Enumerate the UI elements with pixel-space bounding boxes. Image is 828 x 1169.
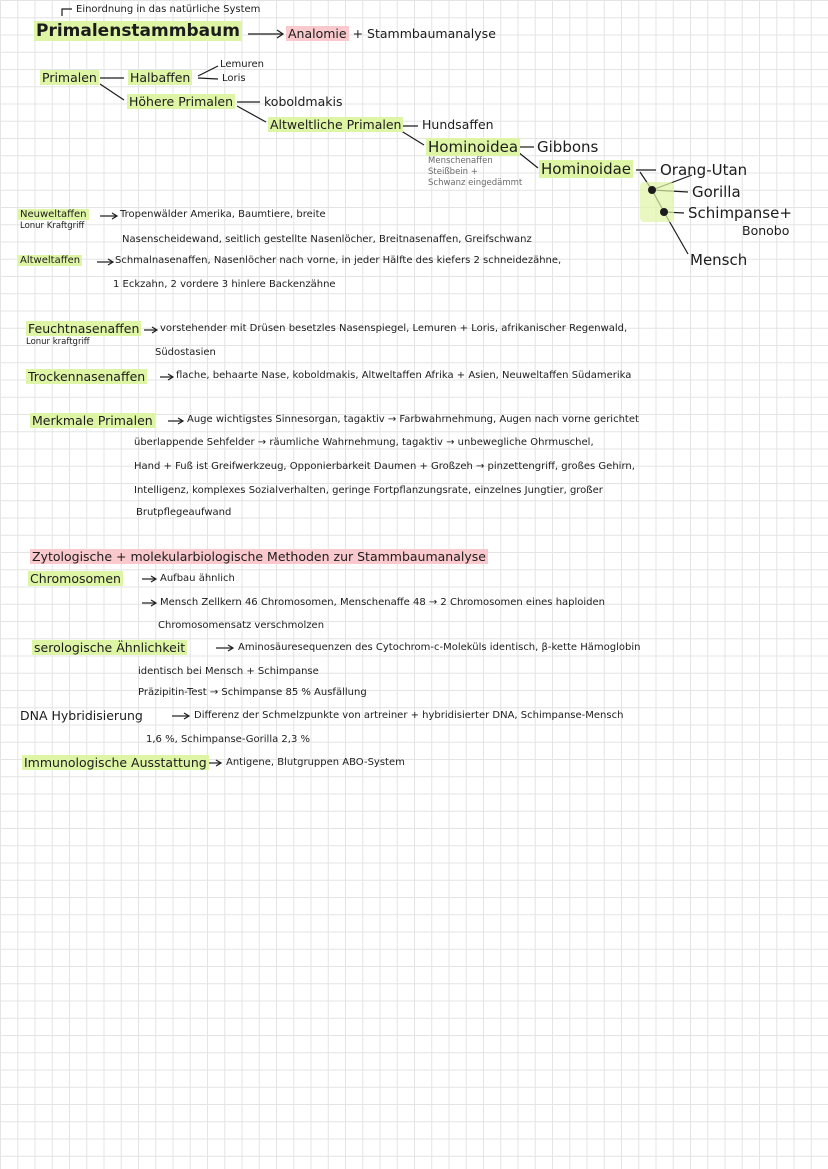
neuwelt-label xyxy=(18,209,89,221)
tree-hominoidea-text: Hominoidea xyxy=(428,138,519,156)
sero-label xyxy=(32,641,187,655)
dna-line-2: 1,6 %, Schimpanse-Gorilla 2,3 % xyxy=(146,734,310,745)
chromosomen-line-1: Aufbau ähnlich xyxy=(160,573,235,584)
merkmale-label xyxy=(30,414,155,428)
tree-hominoidae-text: Hominoidae xyxy=(541,160,632,178)
merkmale-arrowhead xyxy=(178,418,183,424)
tree-gibbons: Gibbons xyxy=(537,138,599,156)
merkmale-line-1: Auge wichtigstes Sinnesorgan, tagaktiv → Farbwahrnehmung, Augen nach vorne gerichtet xyxy=(187,414,639,425)
method-label xyxy=(286,27,496,41)
tree-bonobo: Bonobo xyxy=(742,223,790,238)
altwelt-label xyxy=(18,255,82,267)
trocken-line-1: flache, behaarte Nase, koboldmakis, Altweltaffen Afrika + Asien, Neuweltaffen Südamerika xyxy=(176,370,632,381)
page-title xyxy=(34,22,242,42)
immun-line-1: Antigene, Blutgruppen ABO-System xyxy=(226,757,405,768)
sero-arrowhead xyxy=(228,645,233,651)
trocken-arrowhead xyxy=(168,374,173,380)
tree-note-steissbein: Steißbein + xyxy=(428,167,478,177)
feucht-arrowhead xyxy=(152,327,157,333)
feucht-label-text: Feuchtnasenaffen xyxy=(28,321,140,336)
sero-label-text: serologische Ähnlichkeit xyxy=(34,640,186,655)
dna-label: DNA Hybridisierung xyxy=(20,708,143,723)
merkmale-line-4: Intelligenz, komplexes Sozialverhalten, geringe Fortpflanzungsrate, einzelnes Jungtier, großer xyxy=(134,485,603,496)
line-hominoidea-hominoidae xyxy=(518,152,538,168)
trocken-label xyxy=(26,370,147,384)
feucht-line-2: Südostasien xyxy=(155,347,216,358)
dna-arrowhead xyxy=(184,713,189,719)
line-halbaffen-loris xyxy=(198,78,218,79)
tree-primaten xyxy=(40,71,99,85)
tree-hominoidae xyxy=(539,161,633,178)
feucht-line-1: vorstehender mit Drüsen besetzles Nasenspiegel, Lemuren + Loris, afrikanischer Regenwald, xyxy=(160,323,628,334)
tree-node-dot xyxy=(648,186,656,194)
tree-schimpanse: Schimpanse+ xyxy=(688,204,792,222)
tree-halbaffen xyxy=(128,71,192,85)
title-arrowhead xyxy=(277,30,283,38)
tree-halbaffen-text: Halbaffen xyxy=(130,70,191,85)
tree-hundsaffen: Hundsaffen xyxy=(422,117,494,132)
methoden-heading-text: Zytologische + molekularbiologische Methoden zur Stammbaumanalyse xyxy=(32,549,486,564)
neuwelt-line-1: Tropenwälder Amerika, Baumtiere, breite xyxy=(120,209,326,220)
altwelt-label-text: Altweltaffen xyxy=(20,255,81,266)
tree-altweltliche-text: Altweltliche Primalen xyxy=(270,117,402,132)
neuwelt-label-text: Neuweltaffen xyxy=(20,209,87,220)
merkmale-line-3: Hand + Fuß ist Greifwerkzeug, Opponierbarkeit Daumen + Großzeh → pinzettengriff, großes Gehirn, xyxy=(134,461,635,472)
chromosomen-label-text: Chromosomen xyxy=(30,571,121,586)
line-hoehere-altweltliche xyxy=(237,106,266,122)
immun-label-text: Immunologische Ausstattung xyxy=(24,755,207,770)
tree-hoehere-text: Höhere Primalen xyxy=(129,94,234,109)
tree-lemuren: Lemuren xyxy=(220,59,265,70)
sero-line-1: Aminosäuresequenzen des Cytochrom-c-Moleküls identisch, β-kette Hämoglobin xyxy=(238,642,641,653)
altwelt-line-2: 1 Eckzahn, 2 vordere 3 hinlere Backenzähne xyxy=(113,279,336,290)
sero-line-2: identisch bei Mensch + Schimpanse xyxy=(138,666,319,677)
tree-orang: Orang-Utan xyxy=(660,161,748,179)
immun-label xyxy=(22,756,209,770)
header-note: Einordnung in das natürliche System xyxy=(76,4,261,15)
trocken-label-text: Trockennasenaffen xyxy=(28,369,146,384)
immun-arrowhead xyxy=(216,760,221,766)
neuwelt-line-2: Nasenscheidewand, seitlich gestellte Nasenlöcher, Breitnasenaffen, Greifschwanz xyxy=(122,234,532,245)
neuwelt-sub: Lonur Kraftgriff xyxy=(20,221,85,231)
tree-koboldmakis: koboldmakis xyxy=(264,94,343,109)
chromosomen-label xyxy=(28,572,123,586)
line-primaten-hoehere xyxy=(100,84,124,100)
neuwelt-arrowhead xyxy=(112,213,117,219)
tree-hominoidea xyxy=(426,139,520,156)
chromosomen-line-2: Mensch Zellkern 46 Chromosomen, Menschenaffe 48 → 2 Chromosomen eines haploiden xyxy=(160,597,606,608)
tree-altweltliche xyxy=(268,118,403,132)
altwelt-arrowhead xyxy=(108,259,113,265)
methoden-heading xyxy=(30,550,488,564)
tree-highlight xyxy=(640,182,674,222)
chromo-arrowhead-2 xyxy=(151,600,156,606)
method-suffix: + Stammbaumanalyse xyxy=(352,26,496,41)
feucht-label xyxy=(26,322,141,336)
chromosomen-line-3: Chromosomensatz verschmolzen xyxy=(158,620,325,631)
tree-loris: Loris xyxy=(222,73,246,84)
note-arrow xyxy=(62,9,72,16)
tree-note-schwanz: Schwanz eingedämmt xyxy=(428,178,523,188)
dna-line-1: Differenz der Schmelzpunkte von artreiner + hybridisierter DNA, Schimpanse-Mensch xyxy=(194,710,624,721)
tree-node-dot xyxy=(660,208,668,216)
method-text: Analomie xyxy=(288,26,347,41)
page-title-text: Primalenstammbaum xyxy=(36,21,240,41)
merkmale-line-2: überlappende Sehfelder → räumliche Wahrnehmung, tagaktiv → unbewegliche Ohrmuschel, xyxy=(134,437,594,448)
line-halbaffen-lemuren xyxy=(198,66,218,76)
altwelt-line-1: Schmalnasenaffen, Nasenlöcher nach vorne, in jeder Hälfte des kiefers 2 schneidezähne, xyxy=(115,255,562,266)
chromo-arrowhead-1 xyxy=(151,576,156,582)
tree-note-menschenaffen: Menschenaffen xyxy=(428,156,493,166)
tree-mensch: Mensch xyxy=(690,251,748,269)
tree-hoehere xyxy=(127,95,235,109)
tree-gorilla: Gorilla xyxy=(692,183,741,201)
feucht-sub: Lonur kraftgriff xyxy=(26,337,90,347)
merkmale-line-5: Brutpflegeaufwand xyxy=(136,507,232,518)
merkmale-label-text: Merkmale Primalen xyxy=(32,413,153,428)
tree-primaten-text: Primalen xyxy=(42,70,97,85)
sero-line-3: Präzipitin-Test → Schimpanse 85 % Ausfällung xyxy=(138,687,367,698)
